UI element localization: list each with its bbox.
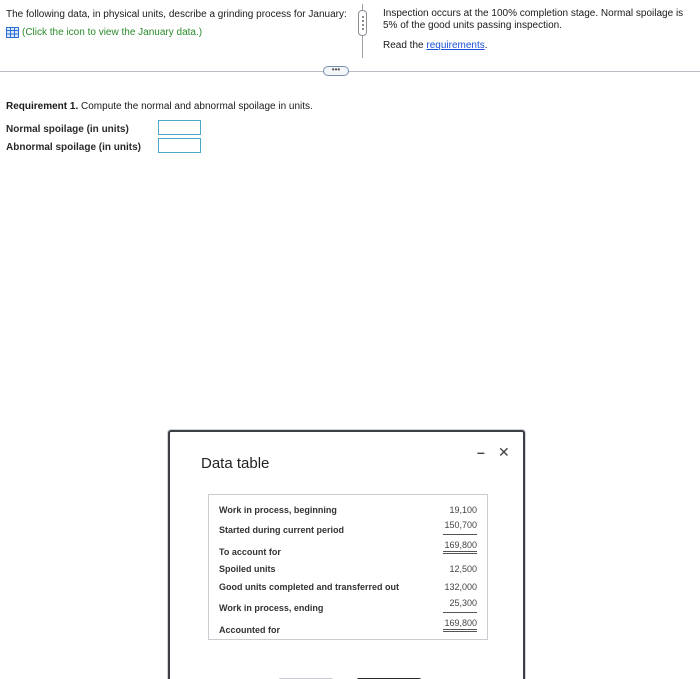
- pane-splitter[interactable]: [358, 4, 368, 58]
- data-table-icon[interactable]: [6, 27, 19, 38]
- table-row-label: Spoiled units: [219, 564, 276, 574]
- requirement-text: Compute the normal and abnormal spoilage in units.: [78, 101, 313, 112]
- table-row-value: 150,700: [444, 520, 477, 530]
- view-data-link[interactable]: [6, 27, 356, 38]
- table-row-label: Work in process, ending: [219, 603, 324, 613]
- table-row-value: 19,100: [449, 505, 477, 515]
- table-row-value: 169,800: [444, 540, 477, 550]
- requirements-link[interactable]: requirements: [426, 40, 485, 51]
- splitter-handle-icon[interactable]: [358, 10, 367, 36]
- read-requirements-line: [383, 40, 693, 52]
- close-button[interactable]: ✕: [498, 444, 510, 460]
- abnormal-spoilage-input[interactable]: [158, 138, 201, 153]
- total-double-underline: [443, 629, 477, 632]
- instructions-panel: [383, 8, 693, 52]
- table-row-label: Work in process, beginning: [219, 505, 337, 515]
- normal-spoilage-input[interactable]: [158, 120, 201, 135]
- requirement-label: Requirement 1.: [6, 101, 79, 112]
- table-row-label: Good units completed and transferred out: [219, 582, 400, 592]
- problem-intro-panel: [6, 8, 356, 38]
- inspection-note: Inspection occurs at the 100% completion stage. Normal spoilage is 5% of the good units passing inspection.: [383, 8, 684, 31]
- table-row-label: Started during current period: [219, 525, 345, 535]
- dialog-title: Data table: [201, 455, 270, 472]
- expand-more-button[interactable]: •••: [323, 66, 349, 76]
- total-double-underline: [443, 551, 477, 554]
- normal-spoilage-label: Normal spoilage (in units): [6, 124, 129, 135]
- section-divider: [0, 71, 700, 72]
- data-table-dialog: [168, 430, 525, 679]
- requirement-heading: [6, 101, 313, 112]
- read-suffix: .: [484, 40, 488, 51]
- abnormal-spoilage-label: Abnormal spoilage (in units): [6, 142, 142, 153]
- intro-text: The following data, in physical units, describe a grinding process for January:: [6, 9, 347, 20]
- table-row-label: Accounted for: [219, 625, 281, 635]
- subtotal-underline: [443, 534, 477, 535]
- table-row-value: 25,300: [449, 598, 477, 608]
- table-row-value: 132,000: [444, 582, 477, 592]
- table-row-label: To account for: [219, 547, 281, 557]
- data-table: [208, 494, 488, 640]
- table-row-value: 12,500: [449, 564, 477, 574]
- minimize-button[interactable]: –: [477, 444, 485, 460]
- view-data-link-text[interactable]: (Click the icon to view the January data.): [22, 27, 203, 38]
- table-row-value: 169,800: [444, 618, 477, 628]
- subtotal-underline: [443, 612, 477, 613]
- read-prefix: Read the: [383, 40, 427, 51]
